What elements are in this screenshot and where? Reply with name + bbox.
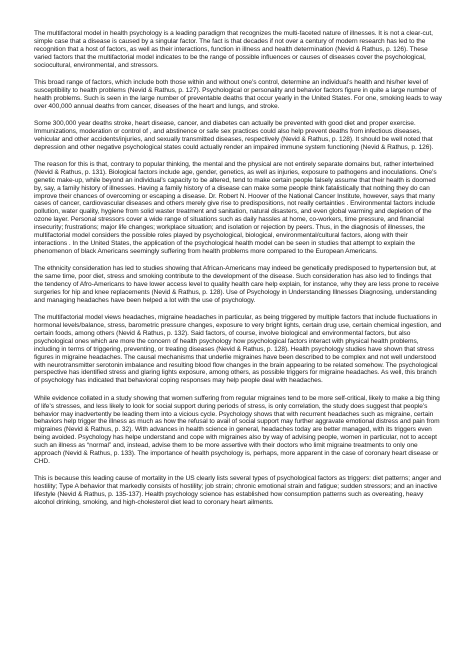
paragraph-2: This broad range of factors, which include both those within and without one’s control, determine an individual’s health and his/her level of susceptibility to health problems (Nevid & Rathus, p. 127). Psychological or personality and behavior factors figure in quite a large number of health problems. Such is seen in the large number of preventable deaths that occur yearly in the United States. For one, smoking leads to way over 400,000 annual deaths from cancer, diseases of the heart and lungs, and stroke. (34, 78, 442, 110)
paragraph-5: The ethnicity consideration has led to studies showing that African-Americans may indeed be genetically predisposed to hypertension but, at the same time, poor diet, stress and smoking contribute to the development of the disease. Such consideration has also led to findings that the tendency of Afro-Americans to have lower access level to quality health care help explain, for instance, why they are less prone to receive surgeries for hip and knee replacements (Nevid & Rathus, p. 128). Use of Psychology in Understanding Illnesses Diagnosing, understanding and managing headaches have been helped a lot with the use of psychology. (34, 265, 439, 304)
paragraph-6: The multifactorial model views headaches, migraine headaches in particular, as being triggered by multiple factors that include fluctuations in hormonal levels/balance, stress, barometric pressure changes, exposure to very bright lights, certain drug use, certain chemical ingestion, and certain foods, among others (Nevid & Rathus, p. 132). Said factors, of course, involve biological and environmental factors, but also psychological ones which are more the concern of health psychology how psychological factors interact with physical health problems, including in terms of triggering, preventing, or treating diseases (Nevid & Rathus, p. 128). Health psychology studies have shown that stress figures in migraine headaches. The causal mechanisms that underlie migraines have been described to be complex and not well understood with neurotransmitter serotonin imbalance and resulting blood flow changes in the brain appearing to be related somehow. The psychological perspective has identified stress and glaring lights exposure, among others, as possible triggers for migraine headaches. As well, this branch of psychology has indicated that behavioral coping responses may help people deal with headaches. (34, 314, 442, 385)
paragraph-1: The multifactoral model in health psychology is a leading paradigm that recognizes the multi-faceted nature of illnesses. It is not a clear-cut, simple case that a disease is caused by a singular factor. The fact is that decades if not over a century of modern research has led to the recognition that a host of factors, as well as their interactions, function in illness and health determination (Nevid & Rathus, p. 126). These varied factors that the multifactorial model indicates to be the range of possible influences or causes of diseases cover the psychological, sociocultural, environmental, and stressors. (34, 30, 433, 69)
paragraph-3: Some 300,000 year deaths stroke, heart disease, cancer, and diabetes can actually be prevented with good diet and proper exercise. Immunizations, moderation or control of , and abstinence or safe sex practices could also help prevent deaths from infectious diseases, vehicular and other accidents/injuries, and sexually transmitted diseases, respectively (Nevid & Rathus, p. 128). It should be well noted that depression and other negative psychological states could actually render an impaired immune system functioning (Nevid & Rathus, p. 126). (34, 119, 434, 151)
paragraph-4: The reason for this is that, contrary to popular thinking, the mental and the physical are not entirely separate domains but, rather intertwined (Nevid & Rathus, p. 131). Biological factors include age, gender, genetics, as well as injuries, exposure to pathogens and inoculations. One’s genetic make-up, while beyond an individual’s capacity to be altered, tend to make certain people falsely assume that their health is doomed by, say, a family history of illnesses. Having a family history of a disease can make some people think fatalistically that nothing they do can improve their chances of overcoming or escaping a disease. Dr. Robert N. Hoover of the National Cancer Institute, however, says that many cases of cancer, cardiovascular diseases and others merely give rise to predispositions, not really certainties . Environmental factors include pollution, water quality, hygiene from solid waster treatment and sanitation, natural disasters, and even global warming and depletion of the ozone layer. Personal stressors cover a wide range of situations such as daily hassles at home, co-workers, time pressure, and financial insecurity; frustrations; major life changes; workplace situation; and isolation or rejection by peers. Thus, in the diagnosis of illnesses, the multifactorial model considers the possible roles played by psychological, biological, environmental/cultural factors, along with their interactions . In the United States, the application of the psychological health model can be seen in studies that attempt to explain the phenomenon of black Americans seemingly suffering from health problems more compared to the European Americans. (34, 160, 437, 255)
paragraph-7: While evidence collated in a study showing that women suffering from regular migraines tend to be more self-critical, likely to make a big thing of life’s stresses, and less likely to look for social support during periods of stress, is only correlation, the study does suggest that people’s behavior may inadvertently be leading them into a vicious cycle. Psychology shows that with recurrent headaches such as migraine, certain behaviors help trigger the illness as much as how the refusal to avail of social support may further aggravate emotional distress and pain from migraines (Nevid & Rathus, p. 32). With advances in health science in general, headaches today are better managed, with its triggers even being avoided. Psychology has helpe understand and cope with migraines also by way of advising people, women in particular, not to accept such an illness as “normal” and, instead, advise them to be more assertive with their doctors who limit migraine treatments to only one approach (Nevid & Rathus, p. 133). The importance of health psychology is, perhaps, more apparent in the case of coronary heart disease or CHD. (34, 394, 440, 465)
document-body (34, 30, 442, 516)
paragraph-8: This is because this leading cause of mortality in the US clearly lists several types of psychological factors as triggers: diet patterns; anger and hostility; Type A behavior that markedly consists of hostility; job strain; chronic emotional strain and fatigue; sudden stressors; and an inactive lifestyle (Nevid & Rathus, p. 135-137). Health psychology science has established how consumption patterns such as overeating, heavy alcohol drinking, smoking, and high-cholesterol diet lead to coronary heart ailments. (34, 475, 442, 506)
